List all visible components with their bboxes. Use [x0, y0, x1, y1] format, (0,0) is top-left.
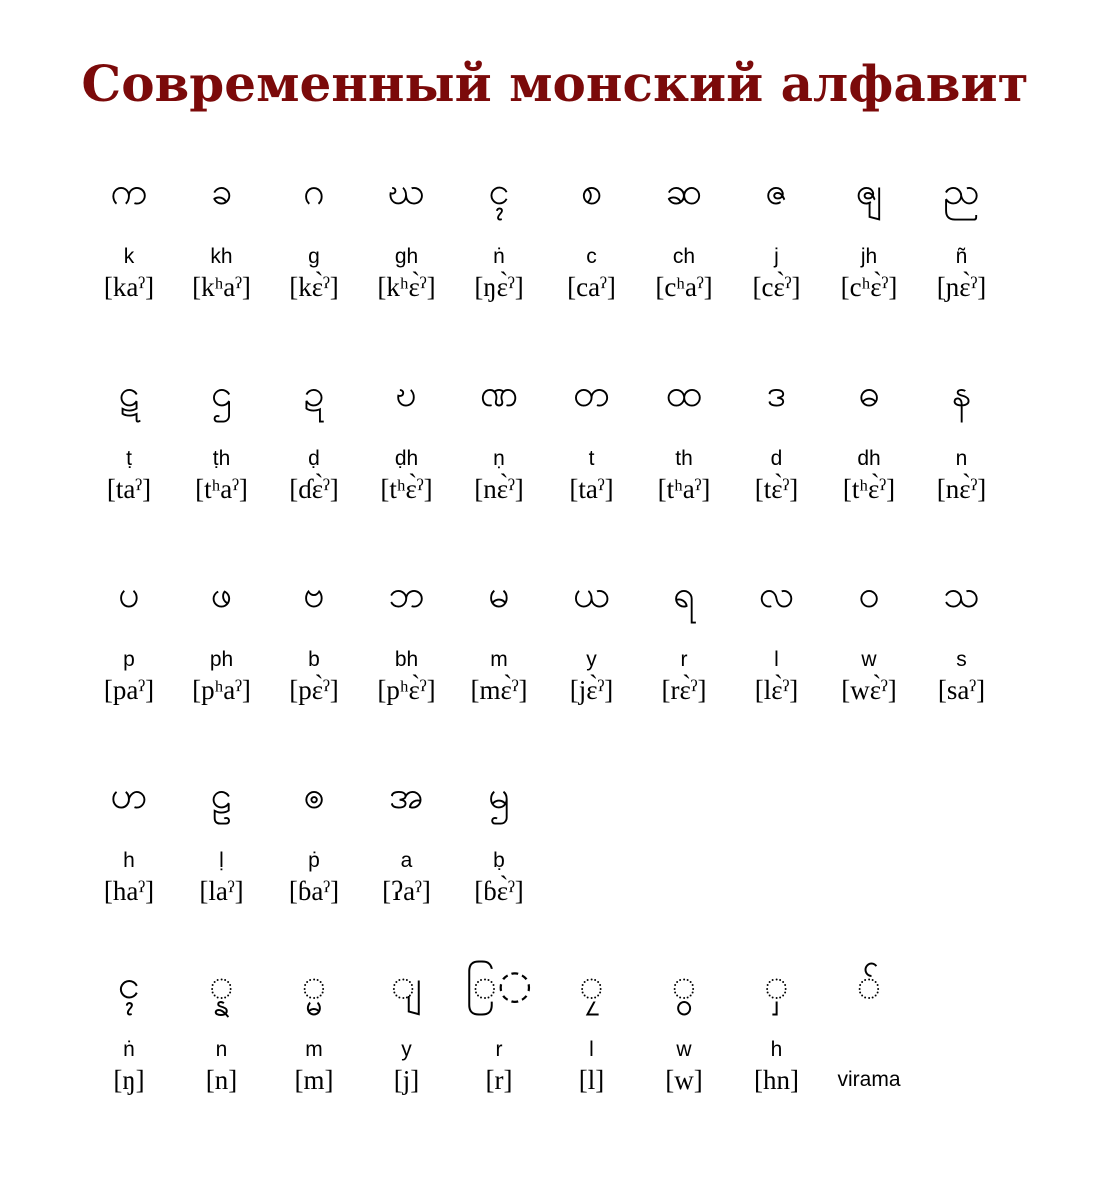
latin-transliteration — [823, 1035, 915, 1065]
ipa-pronunciation: [mɛ̀ˀ] — [470, 675, 528, 705]
latin-transliteration: a — [400, 849, 413, 872]
mon-glyph: ဆ — [665, 169, 703, 213]
mon-glyph: မ — [488, 572, 510, 616]
latin-transliteration: ḅ — [493, 849, 505, 872]
latin-transliteration: ḍ — [308, 447, 320, 470]
mon-glyph: ၜ — [303, 773, 325, 817]
latin-transliteration: ḷ — [219, 849, 224, 872]
latin-transliteration: j — [774, 245, 779, 268]
letter-cell — [83, 572, 175, 705]
latin-transliteration: ṭ — [126, 447, 132, 470]
latin-transliteration: y — [586, 648, 597, 671]
mon-glyph: ဖ — [210, 572, 233, 616]
ipa-pronunciation: [caˀ] — [567, 272, 616, 302]
ipa-pronunciation: [laˀ] — [199, 876, 244, 906]
ipa-pronunciation: [pʰɛ̀ˀ] — [377, 675, 436, 705]
latin-transliteration: w — [676, 1038, 692, 1061]
letter-cell — [823, 572, 915, 705]
letter-cell — [361, 962, 453, 1095]
latin-transliteration: ṇ — [493, 447, 505, 470]
letter-cell — [176, 169, 268, 302]
letter-cell — [546, 962, 638, 1095]
letter-cell — [731, 962, 823, 1095]
letter-cell — [83, 962, 175, 1095]
mon-glyph: ဝ — [858, 572, 880, 616]
latin-transliteration: l — [589, 1038, 594, 1061]
ipa-pronunciation: [ŋ] — [113, 1065, 145, 1095]
letter-cell — [546, 371, 638, 504]
mon-glyph: ၛ — [855, 169, 883, 213]
ipa-pronunciation: [kɛ̀ˀ] — [289, 272, 339, 302]
mon-glyph: တ — [573, 371, 610, 415]
letter-cell — [361, 572, 453, 705]
ipa-pronunciation: [ŋɛ̀ˀ] — [474, 272, 524, 302]
ipa-pronunciation: [nɛ̀ˀ] — [936, 474, 987, 504]
letter-cell — [823, 169, 915, 302]
ipa-pronunciation: [kʰɛ̀ˀ] — [377, 272, 436, 302]
latin-transliteration: m — [305, 1038, 323, 1061]
latin-transliteration: ph — [209, 648, 234, 671]
latin-transliteration: ṭh — [212, 447, 231, 470]
ipa-pronunciation: [tʰaˀ] — [195, 474, 248, 504]
ipa-pronunciation: [lɛ̀ˀ] — [754, 675, 799, 705]
letter-cell — [268, 371, 360, 504]
ipa-pronunciation: [haˀ] — [103, 876, 155, 906]
mon-glyph: ◌ၠ — [579, 962, 604, 1008]
letter-cell — [916, 169, 1008, 302]
ipa-pronunciation: [tʰaˀ] — [657, 474, 711, 504]
ipa-pronunciation: [ɓaˀ] — [288, 876, 340, 906]
latin-transliteration: r — [680, 648, 688, 671]
latin-transliteration: h — [770, 1038, 783, 1061]
latin-transliteration: ñ — [955, 245, 968, 268]
mon-glyph: ရ — [673, 572, 695, 616]
mon-glyph: ဃ — [387, 169, 426, 213]
letter-cell — [453, 572, 545, 705]
latin-transliteration: n — [215, 1038, 228, 1061]
latin-transliteration: ṅ — [493, 245, 505, 268]
mon-glyph: ◌် — [856, 962, 882, 1008]
mon-glyph: န — [951, 371, 972, 415]
mon-glyph: ြ◌ — [465, 962, 533, 1008]
latin-transliteration: ch — [672, 245, 696, 268]
ipa-pronunciation: [taˀ] — [106, 474, 152, 504]
latin-transliteration: ḍh — [394, 447, 419, 470]
letter-cell — [638, 371, 730, 504]
letter-cell — [268, 773, 360, 906]
ipa-pronunciation: [saˀ] — [937, 675, 986, 705]
ipa-pronunciation: [cɛ̀ˀ] — [752, 272, 801, 302]
ipa-pronunciation: [l] — [578, 1065, 605, 1095]
letter-cell — [83, 169, 175, 302]
mon-glyph: ဌ — [210, 371, 233, 415]
ipa-pronunciation: virama — [837, 1068, 901, 1091]
letter-cell — [453, 962, 545, 1095]
ipa-pronunciation: [ʔaˀ] — [382, 876, 431, 906]
ipa-pronunciation: [pɛ̀ˀ] — [289, 675, 339, 705]
mon-glyph: ၝ — [488, 773, 510, 817]
letter-cell — [83, 371, 175, 504]
ipa-pronunciation: [cʰaˀ] — [655, 272, 713, 302]
mon-glyph: သ — [943, 572, 980, 616]
ipa-pronunciation: [ɗɛ̀ˀ] — [289, 474, 339, 504]
latin-transliteration: bh — [394, 648, 419, 671]
latin-transliteration: n — [955, 447, 968, 470]
mon-glyph: ဒ — [766, 371, 787, 415]
ipa-pronunciation: [r] — [485, 1065, 513, 1095]
ipa-pronunciation: [pʰaˀ] — [192, 675, 251, 705]
mon-glyph: ◌္န — [209, 962, 234, 1008]
letter-cell — [176, 572, 268, 705]
latin-transliteration: ṅ — [123, 1038, 135, 1061]
latin-transliteration: l — [774, 648, 779, 671]
mon-glyph: ဟ — [110, 773, 148, 817]
ipa-pronunciation: [kaˀ] — [103, 272, 155, 302]
latin-transliteration: g — [308, 245, 320, 268]
page-title: Современный монский алфавит — [81, 54, 1029, 113]
latin-transliteration: w — [861, 648, 877, 671]
mon-glyph: ဍ — [303, 371, 325, 415]
letter-cell — [176, 371, 268, 504]
letter-cell — [361, 371, 453, 504]
letter-cell — [916, 371, 1008, 504]
letter-cell — [361, 169, 453, 302]
mon-glyph: ခ — [210, 169, 233, 213]
mon-glyph: ယ — [573, 572, 610, 616]
letter-cell — [731, 572, 823, 705]
latin-transliteration: jh — [860, 245, 878, 268]
mon-glyph: ၚ — [117, 962, 141, 1008]
ipa-pronunciation: [nɛ̀ˀ] — [474, 474, 524, 504]
latin-transliteration: dh — [857, 447, 881, 470]
mon-glyph: ဎ — [395, 371, 418, 415]
ipa-pronunciation: [ɓɛ̀ˀ] — [474, 876, 524, 906]
letter-cell — [83, 773, 175, 906]
mon-glyph: စ — [580, 169, 603, 213]
letter-cell — [453, 773, 545, 906]
letter-cell — [546, 169, 638, 302]
mon-glyph: ၚ — [488, 169, 510, 213]
ipa-pronunciation: [m] — [294, 1065, 334, 1095]
letter-cell — [176, 962, 268, 1095]
mon-glyph: ◌္မ — [301, 962, 327, 1008]
mon-glyph: ◌ှ — [764, 962, 789, 1008]
ipa-pronunciation: [kʰaˀ] — [192, 272, 251, 302]
ipa-pronunciation: [jɛ̀ˀ] — [569, 675, 614, 705]
letter-cell — [638, 169, 730, 302]
latin-transliteration: b — [308, 648, 320, 671]
ipa-pronunciation: [cʰɛ̀ˀ] — [840, 272, 898, 302]
latin-transliteration: h — [123, 849, 135, 872]
latin-transliteration: k — [123, 245, 135, 268]
letter-cell — [823, 371, 915, 504]
mon-glyph: လ — [758, 572, 795, 616]
letter-cell — [453, 169, 545, 302]
letter-cell — [731, 169, 823, 302]
mon-glyph: ဋ — [118, 371, 140, 415]
mon-glyph: ဘ — [388, 572, 425, 616]
letter-cell — [268, 169, 360, 302]
mon-glyph: ဗ — [303, 572, 325, 616]
mon-glyph: အ — [389, 773, 424, 817]
ipa-pronunciation: [hn] — [754, 1065, 799, 1095]
letter-cell — [916, 572, 1008, 705]
latin-transliteration: m — [490, 648, 508, 671]
mon-glyph: ဇ — [765, 169, 788, 213]
letter-cell — [268, 572, 360, 705]
letter-cell — [731, 371, 823, 504]
latin-transliteration: ṗ — [308, 849, 320, 872]
latin-transliteration: kh — [210, 245, 233, 268]
letter-cell — [453, 371, 545, 504]
latin-transliteration: s — [956, 648, 967, 671]
ipa-pronunciation: [tʰɛ̀ˀ] — [380, 474, 433, 504]
mon-glyph: ဏ — [479, 371, 519, 415]
letter-cell — [638, 962, 730, 1095]
mon-glyph: ဂ — [303, 169, 325, 213]
ipa-pronunciation: [tɛ̀ˀ] — [754, 474, 799, 504]
alphabet-grid — [83, 0, 1083, 1200]
latin-transliteration: r — [495, 1038, 503, 1061]
latin-transliteration: th — [675, 447, 693, 470]
mon-glyph: ဓ — [858, 371, 880, 415]
latin-transliteration: c — [586, 245, 597, 268]
ipa-pronunciation: [j] — [393, 1065, 420, 1095]
latin-transliteration: d — [770, 447, 783, 470]
ipa-pronunciation: [rɛ̀ˀ] — [661, 675, 707, 705]
letter-cell — [176, 773, 268, 906]
ipa-pronunciation: [tʰɛ̀ˀ] — [842, 474, 896, 504]
mon-glyph: က — [110, 169, 148, 213]
letter-cell — [546, 572, 638, 705]
letter-cell — [823, 962, 915, 1095]
mon-glyph: ◌ွ — [671, 962, 697, 1008]
mon-glyph: ည — [943, 169, 980, 213]
ipa-pronunciation: [wɛ̀ˀ] — [841, 675, 897, 705]
letter-cell — [361, 773, 453, 906]
mon-glyph: ထ — [665, 371, 703, 415]
mon-glyph: ဠ — [210, 773, 233, 817]
latin-transliteration: p — [123, 648, 135, 671]
ipa-pronunciation: [paˀ] — [103, 675, 155, 705]
mon-glyph: ◌ျ — [390, 962, 423, 1008]
latin-transliteration: gh — [394, 245, 419, 268]
ipa-pronunciation: [ɲɛ̀ˀ] — [936, 272, 987, 302]
letter-cell — [268, 962, 360, 1095]
letter-cell — [638, 572, 730, 705]
ipa-pronunciation: [n] — [205, 1065, 238, 1095]
latin-transliteration: t — [588, 447, 595, 470]
mon-glyph: ပ — [118, 572, 140, 616]
ipa-pronunciation: [taˀ] — [569, 474, 614, 504]
latin-transliteration: y — [401, 1038, 412, 1061]
ipa-pronunciation: [w] — [665, 1065, 703, 1095]
